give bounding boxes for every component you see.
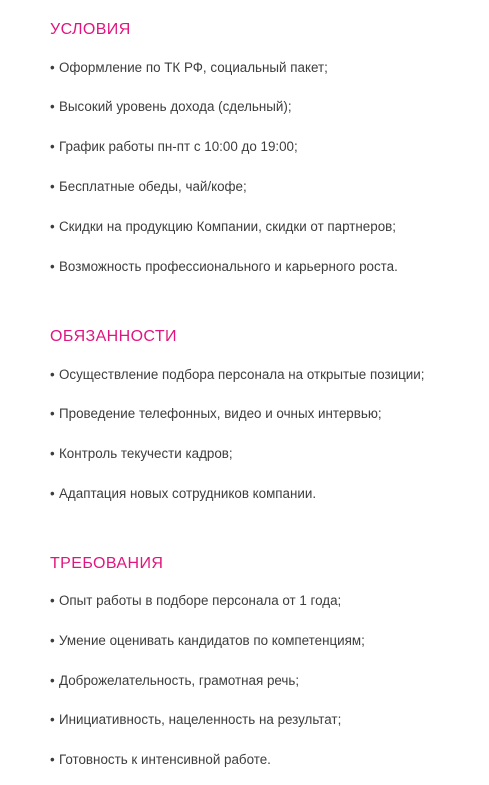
list-item: [50, 632, 365, 650]
bullet: •: [50, 486, 55, 501]
list-item: [50, 366, 425, 384]
list-item-text: Доброжелательность, грамотная речь;: [59, 673, 300, 688]
list-item: [50, 592, 341, 610]
bullet: •: [50, 406, 55, 421]
bullet: •: [50, 673, 55, 688]
list-item: [50, 751, 271, 769]
list-item-text: Готовность к интенсивной работе.: [59, 752, 271, 767]
list-item: [50, 178, 247, 196]
list-item-text: Опыт работы в подборе персонала от 1 года;: [59, 593, 342, 608]
list-item: [50, 138, 298, 156]
list-item: [50, 218, 396, 236]
list-item-text: Проведение телефонных, видео и очных интервью;: [59, 406, 382, 421]
list-item-text: Возможность профессионального и карьерного роста.: [59, 259, 398, 274]
list-item-text: Адаптация новых сотрудников компании.: [59, 486, 317, 501]
list-item: [50, 59, 328, 77]
bullet: •: [50, 593, 55, 608]
list-item-text: График работы пн-пт с 10:00 до 19:00;: [59, 139, 298, 154]
list-item: [50, 98, 292, 116]
bullet: •: [50, 219, 55, 234]
bullet: •: [50, 259, 55, 274]
list-item: [50, 485, 316, 503]
bullet: •: [50, 633, 55, 648]
bullet: •: [50, 60, 55, 75]
list-item-text: Инициативность, нацеленность на результат;: [59, 712, 342, 727]
list-item-text: Бесплатные обеды, чай/кофе;: [59, 179, 247, 194]
section-title-requirements: ТРЕБОВАНИЯ: [50, 555, 164, 572]
bullet: •: [50, 752, 55, 767]
list-item: [50, 672, 299, 690]
bullet: •: [50, 139, 55, 154]
section-title-conditions: УСЛОВИЯ: [50, 21, 131, 38]
list-item-text: Скидки на продукцию Компании, скидки от партнеров;: [59, 219, 396, 234]
list-item-text: Осуществление подбора персонала на открытые позиции;: [59, 367, 425, 382]
section-title-duties: ОБЯЗАННОСТИ: [50, 328, 177, 345]
list-item-text: Умение оценивать кандидатов по компетенциям;: [59, 633, 365, 648]
list-item-text: Оформление по ТК РФ, социальный пакет;: [59, 60, 328, 75]
bullet: •: [50, 367, 55, 382]
list-item: [50, 258, 398, 276]
bullet: •: [50, 712, 55, 727]
list-item-text: Контроль текучести кадров;: [59, 446, 233, 461]
list-item-text: Высокий уровень дохода (сдельный);: [59, 99, 292, 114]
bullet: •: [50, 446, 55, 461]
list-item: [50, 711, 341, 729]
list-item: [50, 405, 382, 423]
list-item: [50, 445, 233, 463]
bullet: •: [50, 179, 55, 194]
bullet: •: [50, 99, 55, 114]
